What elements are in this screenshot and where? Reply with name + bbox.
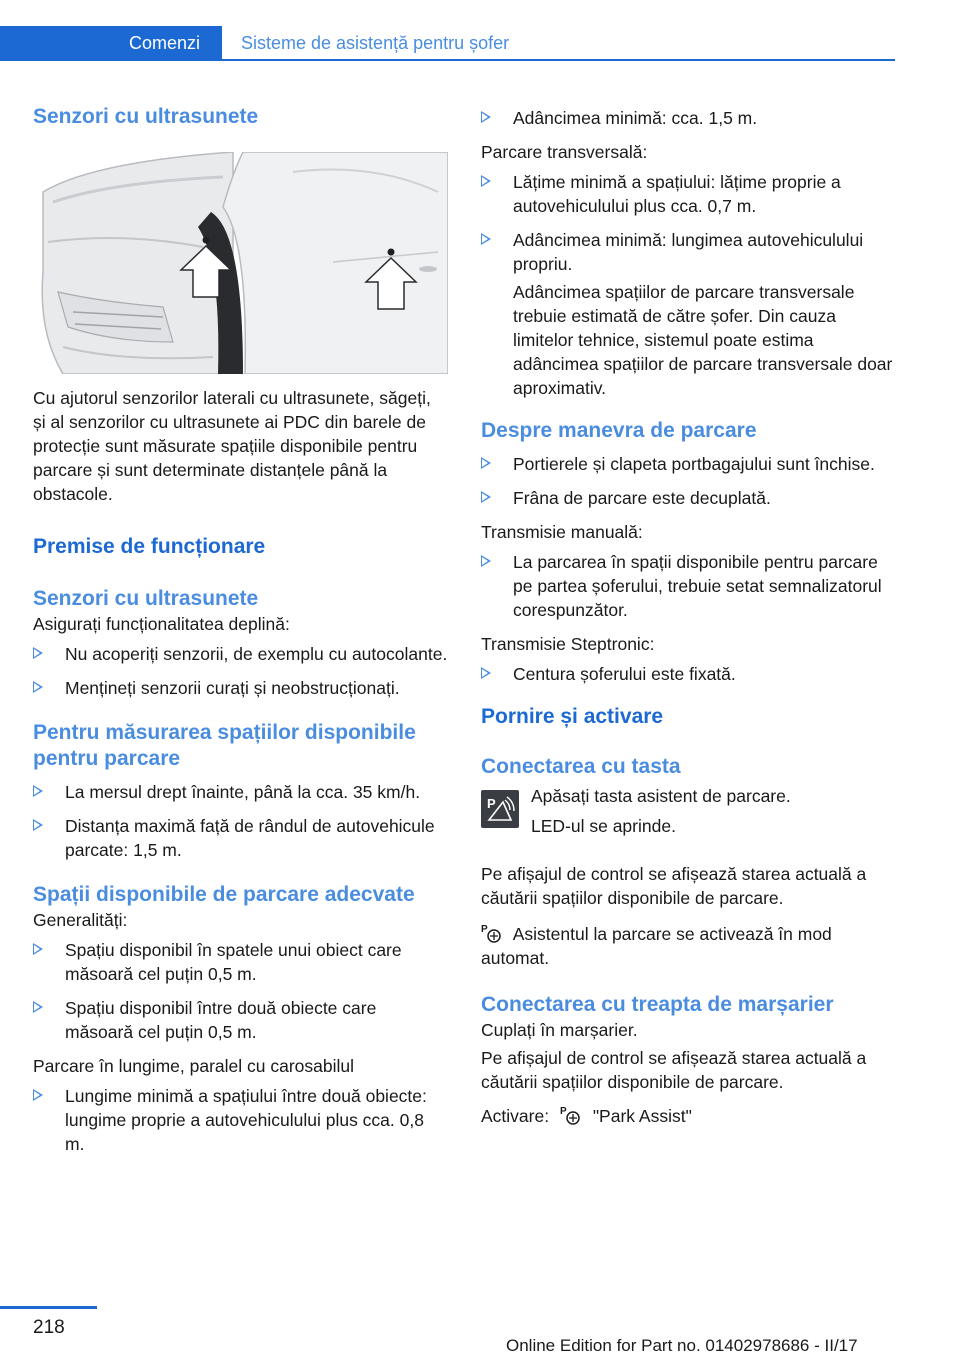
- manual-list: [481, 550, 896, 622]
- press-text: Apăsați tasta asistent de parcare.: [531, 786, 791, 806]
- svg-text:P: P: [487, 796, 496, 811]
- heading-button: Conectarea cu tasta: [481, 755, 681, 778]
- list-item: [33, 642, 448, 666]
- list-item: [33, 780, 448, 804]
- steptronic-list: [481, 662, 896, 686]
- intro-paragraph: Cu ajutorul senzorilor laterali cu ultrasunete, săgeți, și al senzorilor cu ultrasunete ai PDC din barele de protecție sunt măsurate spațiile disponibile pentru parcare și sunt determinate distanțele până la obstacole.: [33, 388, 431, 504]
- activation-label: Activare:: [481, 1106, 550, 1126]
- edition-note: Online Edition for Part no. 01402978686 - II/17: [506, 1336, 858, 1355]
- list-item-text: Frâna de parcare este decuplată.: [513, 488, 771, 508]
- list-item-text: Nu acoperiți senzorii, de exemplu cu autocolante.: [65, 644, 448, 664]
- list-item-text: Centura șoferului este fixată.: [513, 664, 736, 684]
- chapter-tab[interactable]: Comenzi: [107, 26, 222, 61]
- list-item: [481, 170, 896, 218]
- header-rule: [222, 59, 895, 61]
- list-item: [481, 452, 896, 476]
- general-text: Generalități:: [33, 910, 128, 930]
- list-item: [481, 662, 896, 686]
- list-item-text: La mersul drept înainte, până la cca. 35 km/h.: [65, 782, 421, 802]
- transverse-note: Adâncimea spațiilor de parcare transversale trebuie estimată de către șofer. Din cauza limitelor tehnice, sistemul poate estima adâncimea spațiilor de parcare transversale doar aproximativ.: [513, 282, 893, 398]
- list-item-text: Lungime minimă a spațiului între două obiecte: lungime proprie a autovehiculului plus cca. 0,8 m.: [65, 1086, 427, 1154]
- header-bar: [0, 26, 107, 61]
- ensure-text: Asigurați funcționalitatea deplină:: [33, 614, 290, 634]
- heading-start: Pornire și activare: [481, 705, 664, 728]
- heading-sensors-2: Senzori cu ultrasunete: [33, 587, 259, 610]
- list-item: [481, 550, 896, 622]
- triangle-bullet-icon: [33, 1089, 43, 1101]
- list-item: [33, 996, 448, 1044]
- page-number: 218: [33, 1317, 65, 1338]
- left-column: [33, 98, 448, 1166]
- list-item-text: Spațiu disponibil între două obiecte care măsoară cel puțin 0,5 m.: [65, 998, 377, 1042]
- manual-text: Transmisie manuală:: [481, 522, 643, 542]
- triangle-bullet-icon: [481, 457, 491, 469]
- park-assist-button-icon: [481, 790, 519, 828]
- steptronic-text: Transmisie Steptronic:: [481, 634, 655, 654]
- heading-measure: Pentru măsurarea spațiilor disponibile pentru parcare: [33, 721, 416, 770]
- list-item-text: Mențineți senzorii curați și neobstrucționați.: [65, 678, 400, 698]
- right-column: [481, 98, 896, 1128]
- list-item-text: Portierele și clapeta portbagajului sunt închise.: [513, 454, 875, 474]
- list-item-text: Adâncimea minimă: lungimea autovehiculului propriu.: [513, 230, 864, 274]
- transverse-list: [481, 170, 896, 400]
- triangle-bullet-icon: [481, 491, 491, 503]
- triangle-bullet-icon: [481, 111, 491, 123]
- depth-list: [481, 106, 896, 130]
- triangle-bullet-icon: [481, 667, 491, 679]
- list-item: [33, 676, 448, 700]
- heading-reverse: Conectarea cu treapta de marșarier: [481, 993, 834, 1016]
- auto-text: [481, 922, 896, 970]
- maneuver-list: [481, 452, 896, 510]
- heading-sensors: Senzori cu ultrasunete: [33, 105, 259, 128]
- button-block: [481, 784, 896, 846]
- heading-maneuver: Despre manevra de parcare: [481, 419, 757, 442]
- triangle-bullet-icon: [33, 943, 43, 955]
- auto-text-content: Asistentul la parcare se activează în mod automat.: [481, 924, 832, 968]
- list-item: [481, 106, 896, 130]
- park-assist-icon: [560, 1104, 582, 1126]
- triangle-bullet-icon: [33, 681, 43, 693]
- parallel-text: Parcare în lungime, paralel cu carosabilul: [33, 1056, 354, 1076]
- activation-line: [481, 1104, 896, 1128]
- list-item: [481, 228, 896, 400]
- list-item: [33, 938, 448, 986]
- general-list: [33, 938, 448, 1044]
- list-item-text: Spațiu disponibil în spatele unui obiect care măsoară cel puțin 0,5 m.: [65, 940, 402, 984]
- page-header: [0, 26, 895, 61]
- triangle-bullet-icon: [481, 233, 491, 245]
- measure-list: [33, 780, 448, 862]
- footer-rule: [0, 1306, 97, 1309]
- list-item: [33, 1084, 448, 1156]
- transverse-text: Parcare transversală:: [481, 142, 648, 162]
- list-item-text: Adâncimea minimă: cca. 1,5 m.: [513, 108, 758, 128]
- triangle-bullet-icon: [33, 647, 43, 659]
- display-text-2: Pe afișajul de control se afișează starea actuală a căutării spațiilor disponibile de parcare.: [481, 1048, 867, 1092]
- svg-text:P: P: [559, 1106, 567, 1117]
- triangle-bullet-icon: [481, 175, 491, 187]
- park-assist-icon: [481, 922, 503, 944]
- led-text: LED-ul se aprinde.: [531, 816, 676, 836]
- engage-text: Cuplați în marșarier.: [481, 1020, 638, 1040]
- triangle-bullet-icon: [33, 785, 43, 797]
- heading-spaces: Spații disponibile de parcare adecvate: [33, 883, 415, 906]
- car-sensor-illustration: [33, 152, 448, 374]
- list-item: [481, 486, 896, 510]
- triangle-bullet-icon: [481, 555, 491, 567]
- list-item-text: Lățime minimă a spațiului: lățime proprie a autovehiculului plus cca. 0,7 m.: [513, 172, 841, 216]
- car-sensor-image: [33, 152, 448, 374]
- display-text: Pe afișajul de control se afișează starea actuală a căutării spațiilor disponibile de parcare.: [481, 864, 867, 908]
- activation-value: "Park Assist": [592, 1106, 692, 1126]
- heading-premise: Premise de funcționare: [33, 535, 266, 558]
- parallel-list: [33, 1084, 448, 1156]
- list-item: [33, 814, 448, 862]
- sensor-list: [33, 642, 448, 700]
- list-item-text: La parcarea în spații disponibile pentru parcare pe partea șoferului, trebuie setat semnalizatorul corespunzător.: [513, 552, 882, 620]
- triangle-bullet-icon: [33, 1001, 43, 1013]
- svg-text:P: P: [481, 924, 488, 935]
- section-tab[interactable]: Sisteme de asistență pentru șofer: [241, 33, 510, 53]
- list-item-text: Distanța maximă față de rândul de autovehicule parcate: 1,5 m.: [65, 816, 435, 860]
- triangle-bullet-icon: [33, 819, 43, 831]
